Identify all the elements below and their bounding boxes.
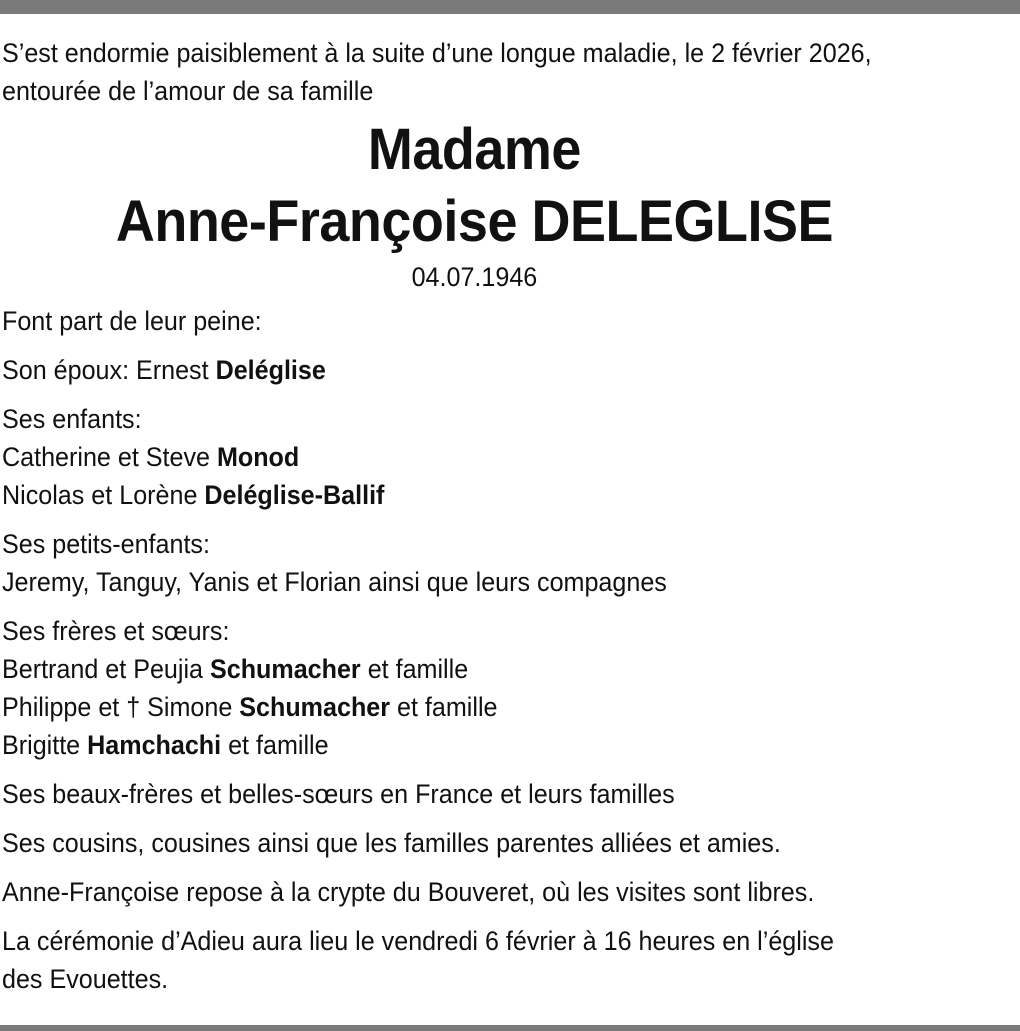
child-surname: Monod <box>216 442 300 472</box>
sibling-names: Philippe et † Simone <box>2 692 240 722</box>
sibling-surname: Hamchachi <box>87 730 222 760</box>
bottom-divider <box>0 1025 1020 1031</box>
children-section <box>2 400 1018 514</box>
siblings-section <box>2 612 1018 764</box>
spouse-surname: Deléglise <box>215 355 326 385</box>
obituary-notice <box>2 34 1018 998</box>
child-names: Catherine et Steve <box>2 442 217 472</box>
grandchildren-heading: Ses petits-enfants: <box>2 529 210 559</box>
deceased-header <box>2 114 947 296</box>
sibling-names: Bertrand et Peujia <box>2 654 210 684</box>
mourners-heading: Font part de leur peine: <box>2 306 262 336</box>
children-heading: Ses enfants: <box>2 404 142 434</box>
sibling-entry <box>2 688 1018 726</box>
spouse-prefix: Son époux: Ernest <box>2 355 216 385</box>
intro-text <box>2 34 1018 110</box>
visitation-line: Anne-Françoise repose à la crypte du Bouveret, où les visites sont libres. <box>2 877 815 907</box>
child-surname: Deléglise-Ballif <box>204 480 385 510</box>
in-laws-line: Ses beaux-frères et belles-sœurs en France et leurs familles <box>2 779 675 809</box>
sibling-suffix: et famille <box>360 654 469 684</box>
ceremony-line-2: des Evouettes. <box>2 964 169 994</box>
sibling-entry <box>2 726 1018 764</box>
child-entry <box>2 438 1018 476</box>
top-divider <box>0 0 1020 14</box>
siblings-heading: Ses frères et sœurs: <box>2 616 230 646</box>
child-names: Nicolas et Lorène <box>2 480 205 510</box>
cousins-line: Ses cousins, cousines ainsi que les familles parentes alliées et amies. <box>2 828 781 858</box>
child-entry <box>2 476 1018 514</box>
sibling-surname: Schumacher <box>209 654 361 684</box>
sibling-surname: Schumacher <box>239 692 391 722</box>
grandchildren-section <box>2 525 1018 601</box>
deceased-name: Anne-Françoise DELEGLISE <box>115 189 834 254</box>
grandchildren-names: Jeremy, Tanguy, Yanis et Florian ainsi que leurs compagnes <box>2 567 667 597</box>
intro-line-2: entourée de l’amour de sa famille <box>2 76 374 106</box>
sibling-entry <box>2 650 1018 688</box>
birth-date: 04.07.1946 <box>411 262 538 292</box>
sibling-names: Brigitte <box>2 730 88 760</box>
deceased-title: Madame <box>367 117 581 182</box>
intro-line-1: S’est endormie paisiblement à la suite d’une longue maladie, le 2 février 2026, <box>2 38 872 68</box>
ceremony-line-1: La cérémonie d’Adieu aura lieu le vendredi 6 février à 16 heures en l’église <box>2 926 834 956</box>
spouse-line <box>2 351 1018 389</box>
ceremony-section <box>2 922 1018 998</box>
sibling-suffix: et famille <box>221 730 329 760</box>
sibling-suffix: et famille <box>390 692 498 722</box>
